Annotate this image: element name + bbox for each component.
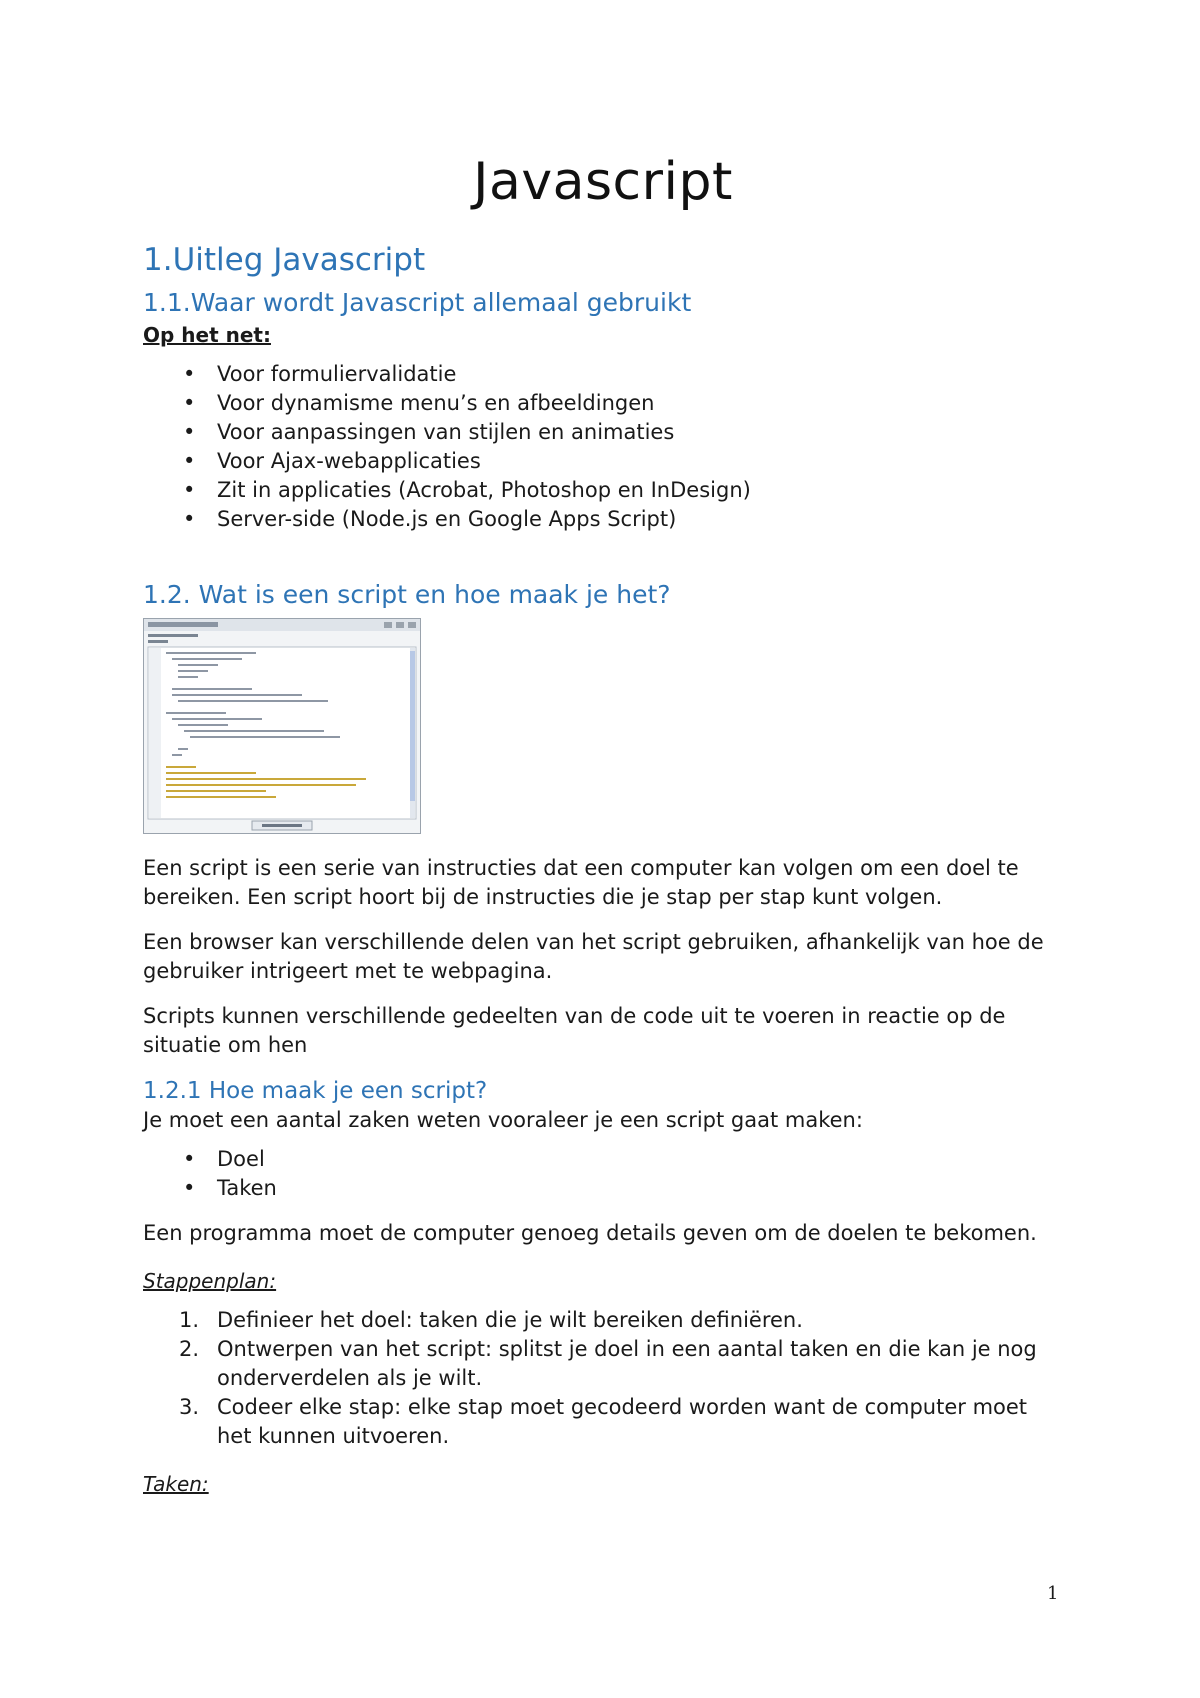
list-item-text: Taken [217,1176,277,1200]
subheading-op-het-net: Op het net: [143,323,271,347]
list-item: 2. Ontwerpen van het script: splitst je doel in een aantal taken en die kan je nog onderverdelen als je wilt. [179,1337,1037,1390]
code-editor-image [144,619,420,833]
bullet-icon: • [183,420,196,444]
paragraph-intro: Je moet een aantal zaken weten vooraleer je een script gaat maken: [143,1108,863,1132]
list-item [143,389,1063,418]
paragraph: Scripts kunnen verschillende gedeelten van de code uit te voeren in reactie op de situatie om hen [143,1004,1006,1057]
list-item-text: Ontwerpen van het script: splitst je doel in een aantal taken en die kan je nog onderverdelen als je wilt. [217,1337,1037,1390]
requirements-list [143,1145,1063,1203]
paragraph: Een browser kan verschillende delen van het script gebruiken, afhankelijk van hoe de gebruiker intrigeert met te webpagina. [143,930,1044,983]
paragraph: Een programma moet de computer genoeg details geven om de doelen te bekomen. [143,1221,1037,1245]
bullet-icon: • [183,449,196,473]
list-item [143,476,1063,505]
heading-1-2-1: 1.2.1 Hoe maak je een script? [143,1078,488,1104]
list-item [143,505,1063,534]
bullet-icon: • [183,507,196,531]
list-item-text: Codeer elke stap: elke stap moet gecodeerd worden want de computer moet het kunnen uitvoeren. [217,1395,1028,1448]
bullet-icon: • [183,1176,196,1200]
list-item [143,360,1063,389]
list-item [143,1145,1063,1174]
paragraph: Een script is een serie van instructies dat een computer kan volgen om een doel te bereiken. Een script hoort bij de instructies die je stap per stap kunt volgen. [143,856,1019,909]
heading-1-2: 1.2. Wat is een script en hoe maak je het? [143,580,671,609]
list-item-text: Voor dynamisme menu’s en afbeeldingen [217,391,655,415]
list-item-text: Voor Ajax-webapplicaties [217,449,481,473]
list-item: 3. Codeer elke stap: elke stap moet gecodeerd worden want de computer moet het kunnen uitvoeren. [179,1395,1028,1448]
list-item-text: Server-side (Node.js en Google Apps Script) [217,507,677,531]
document-content [143,150,1063,1499]
heading-1-1: 1.1.Waar wordt Javascript allemaal gebruikt [143,288,692,317]
usage-list [143,360,1063,534]
taken-label: Taken: [143,1472,209,1496]
document-title: Javascript [473,152,733,212]
list-item-text: Definieer het doel: taken die je wilt bereiken definiëren. [217,1308,803,1332]
page-number: 1 [1047,1583,1059,1604]
list-item-text: Doel [217,1147,265,1171]
list-item [143,418,1063,447]
code-editor-screenshot [143,618,421,834]
list-item [143,1174,1063,1203]
stappenplan-label: Stappenplan: [143,1269,277,1293]
bullet-icon: • [183,478,196,502]
bullet-icon: • [183,362,196,386]
list-item-text: Zit in applicaties (Acrobat, Photoshop en InDesign) [217,478,751,502]
steps-list [143,1306,1063,1451]
bullet-icon: • [183,391,196,415]
list-item: 1. Definieer het doel: taken die je wilt bereiken definiëren. [179,1308,803,1332]
bullet-icon: • [183,1147,196,1171]
list-item [143,447,1063,476]
heading-1: 1.Uitleg Javascript [143,242,426,278]
list-item-text: Voor formuliervalidatie [217,362,457,386]
list-item-text: Voor aanpassingen van stijlen en animaties [217,420,675,444]
